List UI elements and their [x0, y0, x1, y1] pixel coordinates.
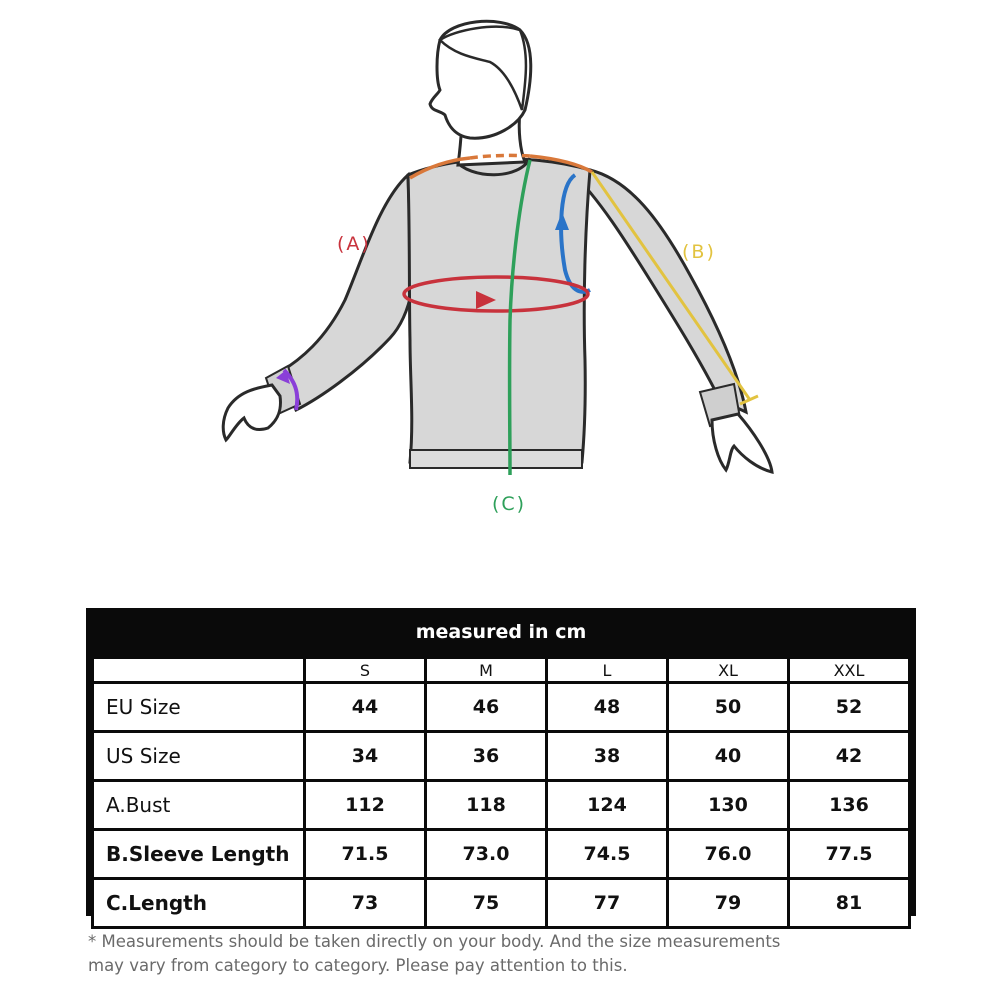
size-chart [86, 608, 916, 916]
model-head [430, 21, 531, 165]
table-cell: 44 [306, 684, 424, 730]
row-label: A.Bust [94, 782, 303, 828]
header-empty-cell [94, 659, 303, 681]
label-c: (C) [492, 493, 527, 515]
table-cell: 42 [790, 733, 908, 779]
row-label: EU Size [94, 684, 303, 730]
header-size-s: S [306, 659, 424, 681]
table-cell: 50 [669, 684, 787, 730]
row-length [94, 880, 908, 926]
table-cell: 76.0 [669, 831, 787, 877]
label-a: (A) [337, 233, 371, 255]
label-b: (B) [682, 241, 716, 263]
row-label: C.Length [94, 880, 303, 926]
table-cell: 40 [669, 733, 787, 779]
footnote-line: * Measurements should be taken directly on your body. And the size measurements [88, 932, 781, 951]
measurement-footnote [88, 930, 908, 978]
table-cell: 81 [790, 880, 908, 926]
table-cell: 112 [306, 782, 424, 828]
table-cell: 48 [548, 684, 666, 730]
row-label: US Size [94, 733, 303, 779]
table-cell: 118 [427, 782, 545, 828]
table-cell: 79 [669, 880, 787, 926]
header-size-l: L [548, 659, 666, 681]
header-size-xl: XL [669, 659, 787, 681]
size-table [91, 656, 911, 929]
table-caption: measured in cm [415, 621, 587, 643]
row-sleeve-length [94, 831, 908, 877]
table-cell: 136 [790, 782, 908, 828]
row-label: B.Sleeve Length [94, 831, 303, 877]
footnote-line: may vary from category to category. Please pay attention to this. [88, 956, 628, 975]
row-bust [94, 782, 908, 828]
header-size-m: M [427, 659, 545, 681]
row-us-size [94, 733, 908, 779]
table-cell: 71.5 [306, 831, 424, 877]
table-cell: 38 [548, 733, 666, 779]
table-cell: 124 [548, 782, 666, 828]
table-cell: 77.5 [790, 831, 908, 877]
table-cell: 77 [548, 880, 666, 926]
table-cell: 36 [427, 733, 545, 779]
table-cell: 34 [306, 733, 424, 779]
table-cell: 75 [427, 880, 545, 926]
table-cell: 74.5 [548, 831, 666, 877]
table-cell: 46 [427, 684, 545, 730]
table-cell: 130 [669, 782, 787, 828]
table-cell: 73 [306, 880, 424, 926]
header-size-xxl: XXL [790, 659, 908, 681]
table-cell: 73.0 [427, 831, 545, 877]
sweater-illustration [266, 158, 746, 468]
table-cell: 52 [790, 684, 908, 730]
row-eu-size [94, 684, 908, 730]
header-row [94, 659, 908, 681]
